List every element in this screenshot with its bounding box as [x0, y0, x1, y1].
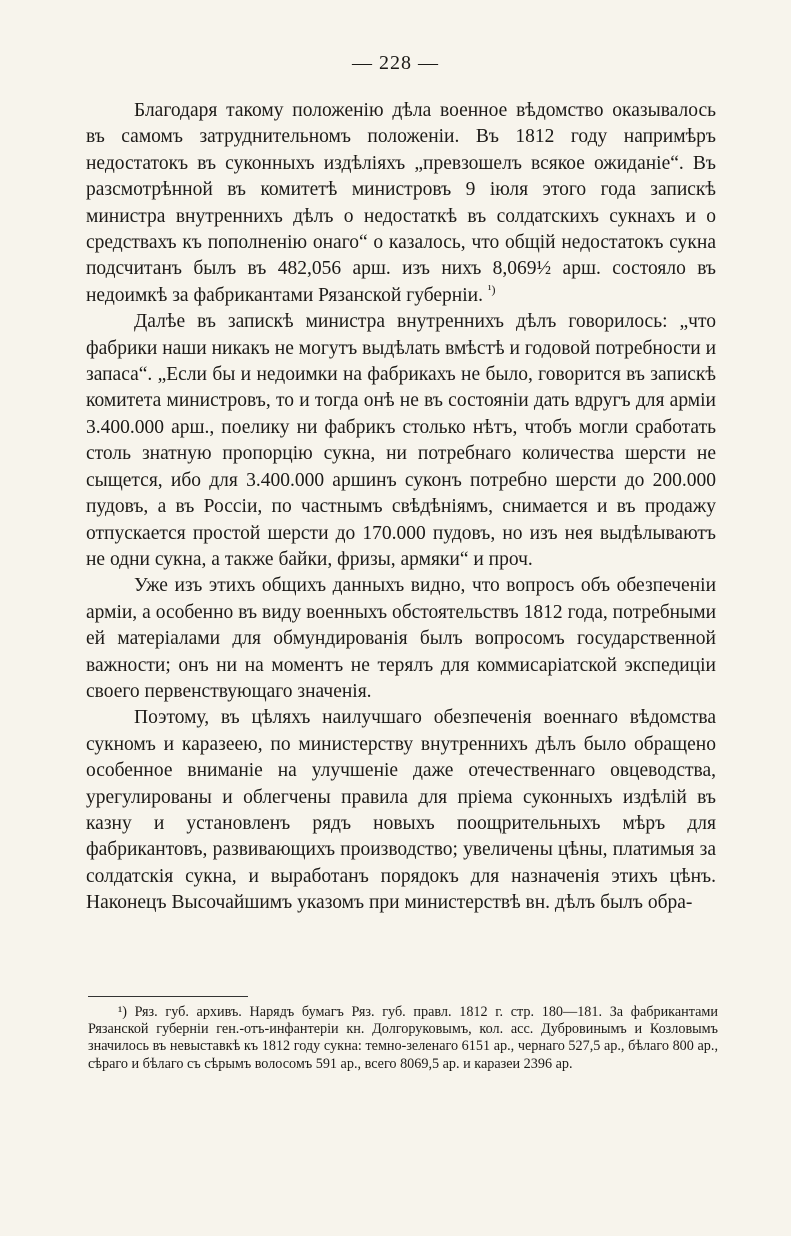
paragraph-4: Поэтому, въ цѣляхъ наилучшаго обезпеченія военнаго вѣдомства сукномъ и каразеею, по министерству внутреннихъ дѣлъ было обращено особенное вниманіе на улучшеніе даже отечественнаго овцеводства, урегулированы и облегчены правила для пріема суконныхъ издѣлій въ казну и установленъ рядъ новыхъ поощрительныхъ мѣръ для фабрикантовъ, развивающихъ производство; увеличены цѣны, платимыя за солдатскія сукна, и выработанъ порядокъ для назначенія этихъ цѣнъ. Наконецъ Высочайшимъ указомъ при министерствѣ вн. дѣлъ былъ обра-	[86, 707, 716, 914]
page-number: — 228 —	[352, 52, 439, 74]
paragraph-2: Далѣе въ запискѣ министра внутреннихъ дѣлъ говорилось: „что фабрики наши никакъ не могутъ выдѣлать вмѣстѣ и годовой потребности и запаса“. „Если бы и недоимки на фабрикахъ не было, говорится въ запискѣ комитета министровъ, то и тогда онѣ не въ состояніи дать вдругъ для арміи 3.400.000 арш., поелику ни фабрикъ столько нѣтъ, чтобъ могли сработать столь знатную пропорцію сукна, ни потребнаго количества шерсти не сыщется, ибо для 3.400.000 аршинъ суконъ потребно шерсти до 200.000 пудовъ, а въ Россіи, по частнымъ свѣдѣніямъ, снимается и въ продажу отпускается простой шерсти до 170.000 пудовъ, но изъ нея выдѣлываютъ не одни сукна, а также байки, фризы, армяки“ и проч.	[86, 311, 716, 570]
paragraph-3: Уже изъ этихъ общихъ данныхъ видно, что вопросъ объ обезпеченіи арміи, а особенно въ виду военныхъ обстоятельствъ 1812 года, потребными ей матеріалами для обмундированія былъ вопросомъ государственной важности; онъ ни на моментъ не терялъ для коммисаріатской экспедиціи своего первенствующаго значенія.	[86, 575, 716, 702]
body-text	[86, 98, 716, 917]
paragraph-1-text: Благодаря такому положенію дѣла военное вѣдомство оказывалось въ самомъ затруднительномъ положеніи. Въ 1812 году напримѣръ недостатокъ въ суконныхъ издѣліяхъ „превзошелъ всякое ожиданіе“. Въ разсмотрѣнной въ комитетѣ министровъ 9 іюля этого года запискѣ министра внутреннихъ дѣлъ о недостаткѣ въ солдатскихъ сукнахъ и о средствахъ къ пополненію онаго“ о казалось, что общій недостатокъ сукна подсчитанъ былъ въ 482,056 арш. изъ нихъ 8,069½ арш. состояло въ недоимкѣ за фабрикантами Рязанской губерніи.	[86, 100, 716, 306]
footnotes	[88, 1004, 718, 1073]
footnote-reference: ¹)	[487, 282, 496, 297]
paragraph-1	[86, 98, 716, 309]
footnote-1: ¹) Ряз. губ. архивъ. Нарядъ бумагъ Ряз. губ. правл. 1812 г. стр. 180—181. За фабрикантами Рязанской губерніи ген.-отъ-инфантеріи кн. Долгоруковымъ, кол. асс. Дубровинымъ и Козловымъ значилось въ невыставкѣ къ 1812 году сукна: темно-зеленаго 6151 ар., чернаго 527,5 ар., бѣлаго 800 ар., сѣраго и бѣлаго съ сѣрымъ волосомъ 591 ар., всего 8069,5 ар. и каразеи 2396 ар.	[88, 1004, 718, 1072]
footnote-divider	[88, 996, 248, 997]
